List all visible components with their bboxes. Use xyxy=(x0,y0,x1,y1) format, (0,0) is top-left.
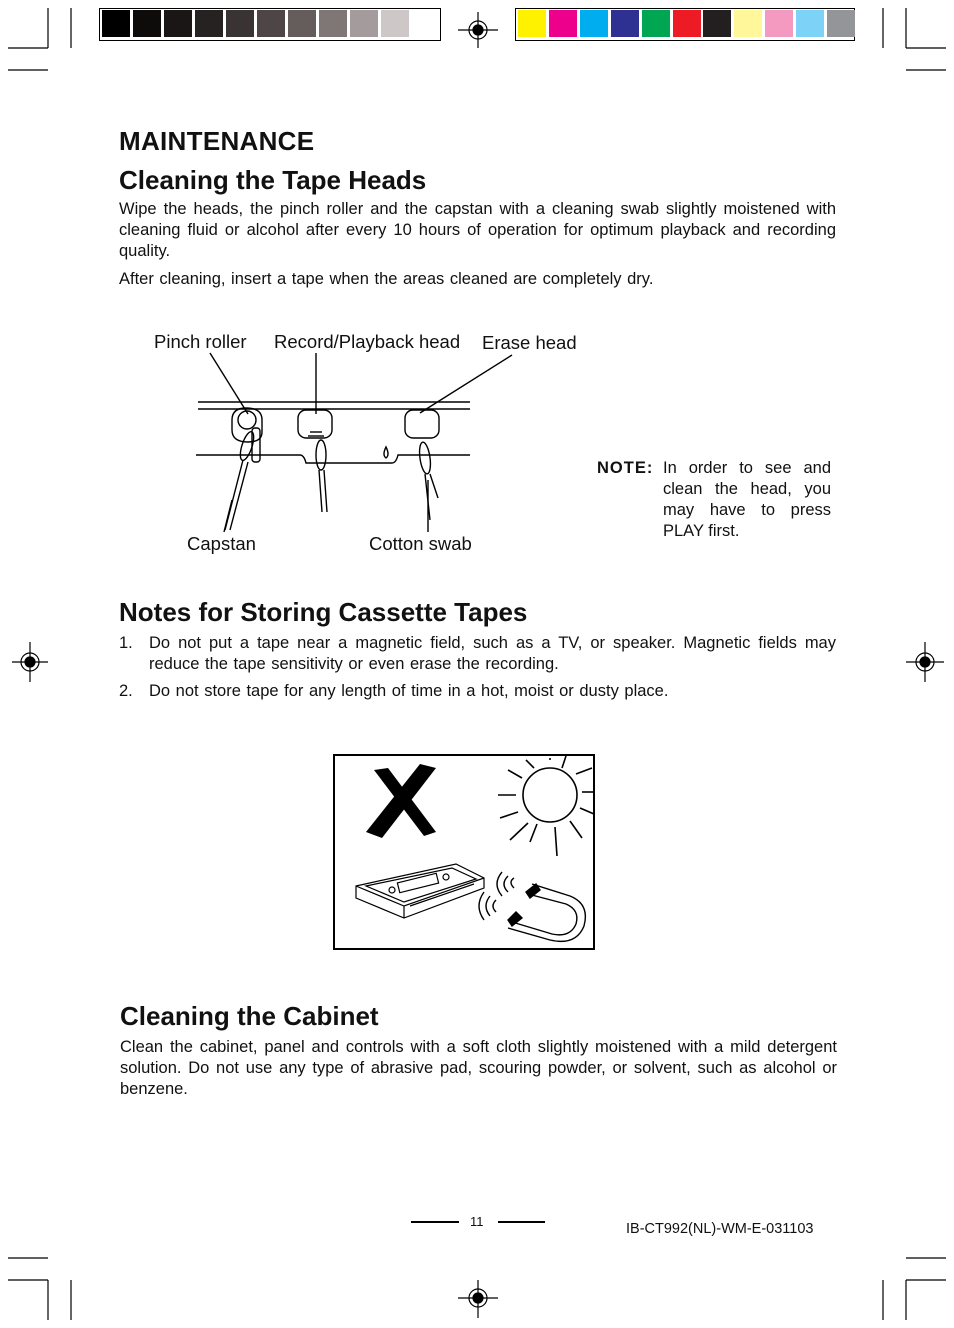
gray-swatch xyxy=(133,10,161,37)
tape-heads-paragraph-2: After cleaning, insert a tape when the areas cleaned are completely dry. xyxy=(119,270,654,288)
storing-item-2-text: Do not store tape for any length of time in a hot, moist or dusty place. xyxy=(149,682,669,700)
gray-swatch xyxy=(195,10,223,37)
gray-swatch xyxy=(350,10,378,37)
storage-warning-illustration xyxy=(333,754,595,950)
color-swatch xyxy=(734,10,762,37)
label-pinch-roller: Pinch roller xyxy=(154,331,247,352)
registration-mark-right xyxy=(906,642,944,682)
cabinet-paragraph: Clean the cabinet, panel and controls with a soft cloth slightly moistened with a mild detergent solution. Do not use any type of abrasive pad, scouring powder, or solvent, such as alcohol or benzene. xyxy=(120,1038,837,1098)
document-code: IB-CT992(NL)-WM-E-031103 xyxy=(626,1221,814,1237)
color-swatch xyxy=(580,10,608,37)
label-cotton-swab: Cotton swab xyxy=(369,533,472,554)
gray-swatch xyxy=(164,10,192,37)
color-swatch xyxy=(796,10,824,37)
color-swatch xyxy=(703,10,731,37)
gray-swatch xyxy=(226,10,254,37)
note-label: NOTE: xyxy=(597,459,654,477)
tape-heads-paragraph-1: Wipe the heads, the pinch roller and the capstan with a cleaning swab slightly moistened with cleaning fluid or alcohol after every 10 hours of operation for optimum playback and recording quality. xyxy=(119,200,836,260)
storing-item-1-text: Do not put a tape near a magnetic field, such as a TV, or speaker. Magnetic fields may reduce the tape sensitivity or even erase the recording. xyxy=(149,634,836,673)
footer-rule-right xyxy=(498,1221,545,1223)
gray-swatch xyxy=(102,10,130,37)
footer-rule-left xyxy=(411,1221,459,1223)
registration-mark-left xyxy=(12,642,48,682)
color-swatch xyxy=(827,10,855,37)
section-title: MAINTENANCE xyxy=(119,126,315,156)
heading-cleaning-tape-heads: Cleaning the Tape Heads xyxy=(119,165,427,195)
gray-swatch xyxy=(257,10,285,37)
color-swatch xyxy=(642,10,670,37)
storing-item-2-number: 2. xyxy=(119,682,133,700)
note-line: PLAY first. xyxy=(663,522,740,540)
gray-swatch xyxy=(412,10,440,37)
registration-mark-top xyxy=(458,12,498,48)
page-number: 11 xyxy=(470,1214,484,1229)
note-line: may have to press xyxy=(663,501,831,519)
color-swatch xyxy=(611,10,639,37)
note-text xyxy=(663,458,831,542)
label-capstan: Capstan xyxy=(187,533,256,554)
gray-swatch xyxy=(288,10,316,37)
label-record-playback-head: Record/Playback head xyxy=(274,331,461,352)
note-line: clean the head, you xyxy=(663,480,831,498)
heading-cleaning-cabinet: Cleaning the Cabinet xyxy=(120,1001,379,1031)
label-erase-head: Erase head xyxy=(482,332,577,353)
color-swatch xyxy=(518,10,546,37)
storing-item-1-number: 1. xyxy=(119,634,133,652)
color-swatch xyxy=(549,10,577,37)
note-line: In order to see and xyxy=(663,459,831,477)
gray-swatch xyxy=(319,10,347,37)
color-swatch xyxy=(673,10,701,37)
registration-mark-bottom xyxy=(458,1280,498,1318)
gray-swatch xyxy=(381,10,409,37)
heading-storing-tapes: Notes for Storing Cassette Tapes xyxy=(119,597,528,627)
tape-head-diagram xyxy=(150,325,490,565)
color-swatch xyxy=(765,10,793,37)
